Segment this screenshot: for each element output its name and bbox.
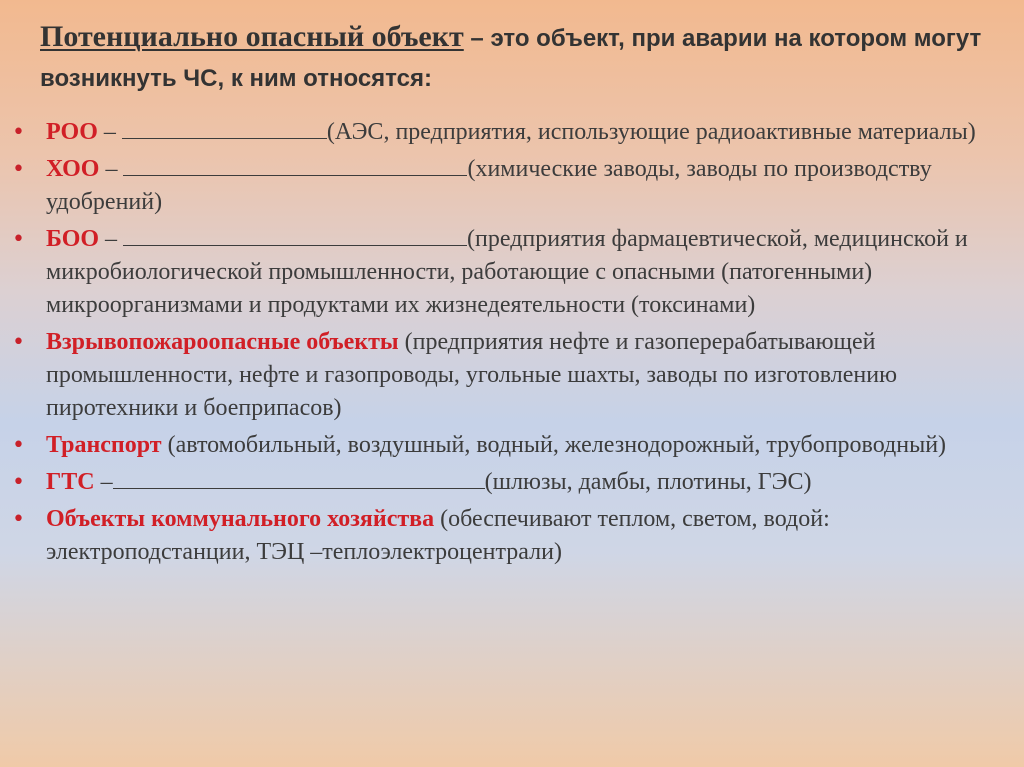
heading-definition: – это объект, при аварии на котором могут возникнуть ЧС, к ним относятся:	[40, 25, 982, 92]
bullet-icon: •	[12, 157, 25, 182]
list-item	[0, 503, 1000, 569]
bullet-icon: •	[12, 507, 25, 532]
item-separator: –	[94, 469, 113, 495]
item-text: (предприятия фармацевтической, медицинской и микробиологической промышленности, работающие с опасными (патогенными) микроорганизмами и продуктами их жизнедеятельности (токсинами)	[46, 226, 968, 318]
item-term: БОО	[46, 226, 100, 252]
item-separator: –	[97, 119, 122, 145]
item-term: ГТС	[46, 469, 95, 495]
item-term: Объекты коммунального хозяйства	[46, 506, 435, 532]
item-separator: –	[99, 156, 124, 182]
bullet-icon: •	[12, 227, 25, 252]
object-list	[0, 116, 1000, 573]
fill-in-blank	[113, 468, 485, 489]
item-text: (шлюзы, дамбы, плотины, ГЭС)	[484, 469, 812, 495]
bullet-icon: •	[12, 330, 25, 355]
list-item	[0, 223, 1000, 322]
item-text: (АЭС, предприятия, использующие радиоактивные материалы)	[326, 119, 976, 145]
item-separator: –	[99, 226, 124, 252]
list-item	[0, 116, 1000, 149]
list-item	[0, 466, 1000, 499]
list-item	[0, 326, 1000, 425]
item-text: (обеспечивают теплом, светом, водой: электроподстанции, ТЭЦ –теплоэлектроцентрали)	[46, 506, 830, 565]
bullet-icon: •	[12, 120, 25, 145]
heading-term: Потенциально опасный объект	[40, 20, 464, 53]
fill-in-blank	[123, 225, 467, 246]
slide-heading	[40, 18, 1010, 98]
item-text: (предприятия нефте и газоперерабатывающей промышленности, нефте и газопроводы, угольные шахты, заводы по изготовлению пиротехники и боеприпасов)	[46, 329, 897, 421]
item-term: ХОО	[46, 156, 100, 182]
list-item	[0, 153, 1000, 219]
item-text: (химические заводы, заводы по производству удобрений)	[46, 156, 932, 215]
item-text: (автомобильный, воздушный, водный, железнодорожный, трубопроводный)	[167, 432, 947, 458]
fill-in-blank	[123, 155, 467, 176]
item-term: Взрывопожароопасные объекты	[46, 329, 399, 355]
list-item	[0, 429, 1000, 462]
item-term: Транспорт	[46, 432, 162, 458]
item-term: РОО	[46, 119, 98, 145]
bullet-icon: •	[12, 433, 25, 458]
fill-in-blank	[122, 118, 327, 139]
bullet-icon: •	[12, 470, 25, 495]
